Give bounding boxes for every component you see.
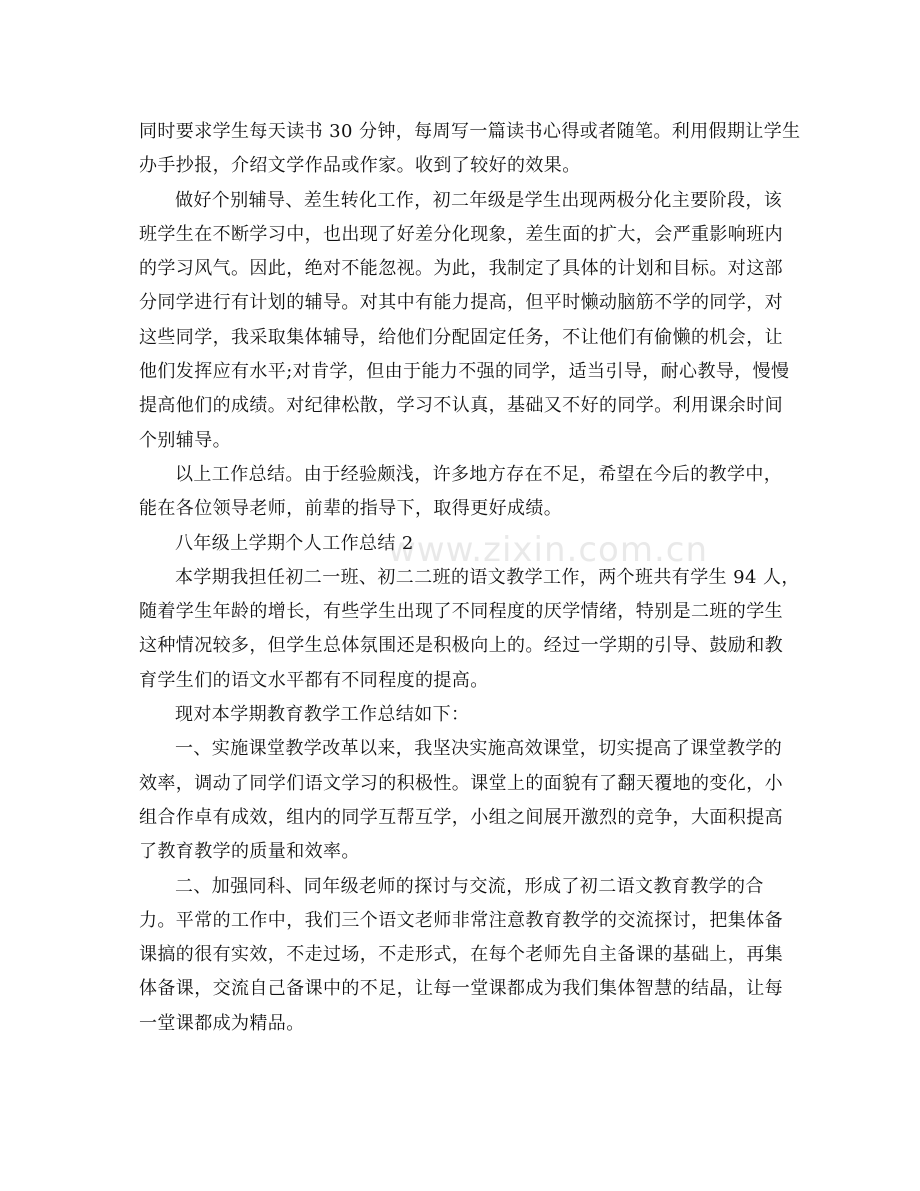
text-line: 做好个别辅导、差生转化工作，初二年级是学生出现两极分化主要阶段，该	[175, 189, 783, 211]
text-line: 组合作卓有成效，组内的同学互帮互学，小组之间展开激烈的竞争，大面积提高	[139, 806, 783, 828]
text-line: 这种情况较多，但学生总体氛围还是积极向上的。经过一学期的引导、鼓励和教	[139, 635, 783, 657]
text-line: 体备课，交流自己备课中的不足，让每一堂课都成为我们集体智慧的结晶，让每	[139, 978, 783, 1000]
text-line: 随着学生年龄的增长，有些学生出现了不同程度的厌学情绪，特别是二班的学生	[139, 601, 783, 623]
text-line: 力。平常的工作中，我们三个语文老师非常注意教育教学的交流探讨，把集体备	[139, 909, 783, 931]
text-line: 能在各位领导老师，前辈的指导下，取得更好成绩。	[139, 498, 563, 520]
text-line: 一堂课都成为精品。	[139, 1012, 305, 1034]
text-line: 班学生在不断学习中，也出现了好差分化现象，差生面的扩大，会严重影响班内	[139, 223, 783, 245]
document-body	[139, 115, 801, 1041]
text-line: 这些同学，我采取集体辅导，给他们分配固定任务，不让他们有偷懒的机会，让	[139, 326, 783, 348]
text-line: 本学期我担任初二一班、初二二班的语文教学工作，两个班共有学生 94 人，	[175, 566, 800, 588]
text-line: 办手抄报，介绍文学作品或作家。收到了较好的效果。	[139, 155, 581, 177]
text-line: 育学生们的语文水平都有不同程度的提高。	[139, 669, 489, 691]
text-line: 他们发挥应有水平;对肯学，但由于能力不强的同学，适当引导，耐心教导，慢慢	[139, 361, 790, 383]
text-line: 分同学进行有计划的辅导。对其中有能力提高，但平时懒动脑筋不学的同学，对	[139, 292, 783, 314]
section-heading: 八年级上学期个人工作总结 2	[175, 532, 414, 554]
text-line: 一、实施课堂教学改革以来，我坚决实施高效课堂，切实提高了课堂教学的	[175, 738, 783, 760]
text-line: 同时要求学生每天读书 30 分钟，每周写一篇读书心得或者随笔。利用假期让学生	[139, 121, 801, 142]
text-line: 课搞的很有实效，不走过场，不走形式，在每个老师先自主备课的基础上，再集	[139, 944, 783, 966]
text-line: 二、加强同科、同年级老师的探讨与交流，形成了初二语文教育教学的合	[175, 875, 764, 897]
text-line: 效率，调动了同学们语文学习的积极性。课堂上的面貌有了翻天覆地的变化，小	[139, 772, 783, 794]
watermark: www.zixin.com.cn	[388, 530, 708, 570]
text-line: 了教育教学的质量和效率。	[139, 841, 360, 863]
text-line: 以上工作总结。由于经验颇浅，许多地方存在不足，希望在今后的教学中，	[175, 463, 783, 485]
text-line: 现对本学期教育教学工作总结如下：	[175, 704, 470, 726]
text-line: 提高他们的成绩。对纪律松散，学习不认真，基础又不好的同学。利用课余时间	[139, 395, 783, 417]
text-line: 的学习风气。因此，绝对不能忽视。为此，我制定了具体的计划和目标。对这部	[139, 258, 783, 280]
text-line: 个别辅导。	[139, 429, 231, 451]
